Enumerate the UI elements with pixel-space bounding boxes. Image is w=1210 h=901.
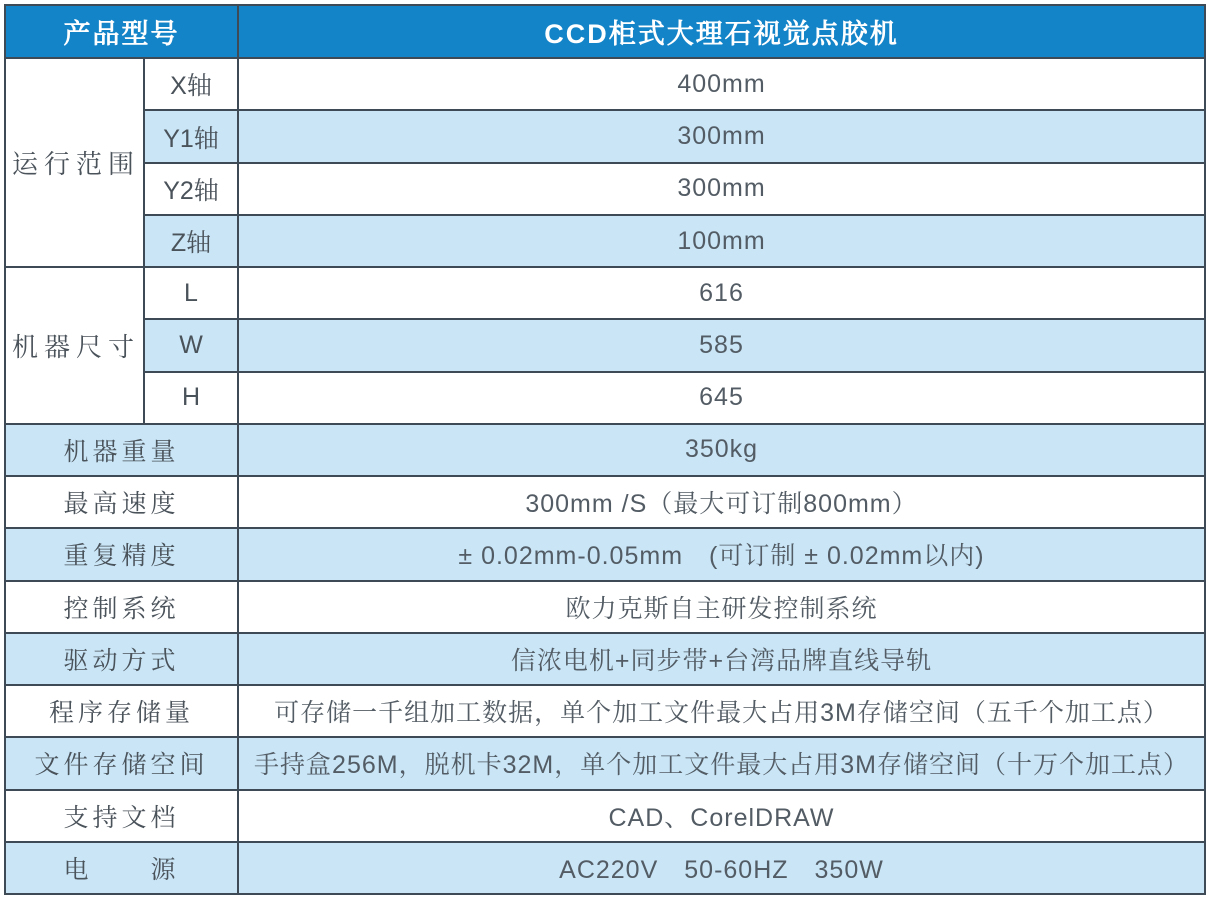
spec-value: 100mm: [238, 215, 1205, 267]
table-row: [5, 163, 1205, 215]
sub-label: Z轴: [144, 215, 238, 267]
spec-value: AC220V 50-60HZ 350W: [238, 842, 1205, 894]
spec-value: 欧力克斯自主研发控制系统: [238, 581, 1205, 633]
spec-value: 300mm: [238, 163, 1205, 215]
table-row: [5, 215, 1205, 267]
product-model-label: 产品型号: [5, 5, 238, 58]
sub-label: L: [144, 267, 238, 319]
spec-label-max-speed: 最高速度: [5, 476, 238, 528]
spec-value: 手持盒256M，脱机卡32M，单个加工文件最大占用3M存储空间（十万个加工点）: [238, 737, 1205, 789]
table-row: [5, 528, 1205, 580]
spec-value: 645: [238, 372, 1205, 424]
product-model-value: CCD柜式大理石视觉点胶机: [238, 5, 1205, 58]
table-row: [5, 424, 1205, 476]
table-row: [5, 685, 1205, 737]
spec-label-file-storage: 文件存储空间: [5, 737, 238, 789]
spec-value: 300mm /S（最大可订制800mm）: [238, 476, 1205, 528]
spec-value: 616: [238, 267, 1205, 319]
sub-label: W: [144, 319, 238, 371]
spec-value: 585: [238, 319, 1205, 371]
spec-value: 信浓电机+同步带+台湾品牌直线导轨: [238, 633, 1205, 685]
table-row: [5, 842, 1205, 894]
spec-label-supported-docs: 支持文档: [5, 790, 238, 842]
table-row: [5, 790, 1205, 842]
spec-value: 300mm: [238, 110, 1205, 162]
spec-value: 400mm: [238, 58, 1205, 110]
table-row: [5, 581, 1205, 633]
spec-value: ± 0.02mm-0.05mm (可订制 ± 0.02mm以内): [238, 528, 1205, 580]
spec-value: 350kg: [238, 424, 1205, 476]
spec-label-repeat-accuracy: 重复精度: [5, 528, 238, 580]
group-label-machine-size: 机器尺寸: [5, 267, 144, 424]
table-row: [5, 737, 1205, 789]
sub-label: X轴: [144, 58, 238, 110]
spec-value: 可存储一千组加工数据，单个加工文件最大占用3M存储空间（五千个加工点）: [238, 685, 1205, 737]
table-row: [5, 372, 1205, 424]
table-row: [5, 319, 1205, 371]
sub-label: H: [144, 372, 238, 424]
table-row: [5, 633, 1205, 685]
table-header-row: [5, 5, 1205, 58]
table-row: [5, 58, 1205, 110]
spec-label-weight: 机器重量: [5, 424, 238, 476]
table-row: [5, 110, 1205, 162]
spec-table: [4, 4, 1206, 895]
sub-label: Y1轴: [144, 110, 238, 162]
spec-label-control-system: 控制系统: [5, 581, 238, 633]
spec-label-program-storage: 程序存储量: [5, 685, 238, 737]
group-label-operating-range: 运行范围: [5, 58, 144, 267]
sub-label: Y2轴: [144, 163, 238, 215]
spec-label-drive-method: 驱动方式: [5, 633, 238, 685]
spec-label-power: 电 源: [5, 842, 238, 894]
spec-value: CAD、CorelDRAW: [238, 790, 1205, 842]
table-row: [5, 267, 1205, 319]
table-row: [5, 476, 1205, 528]
